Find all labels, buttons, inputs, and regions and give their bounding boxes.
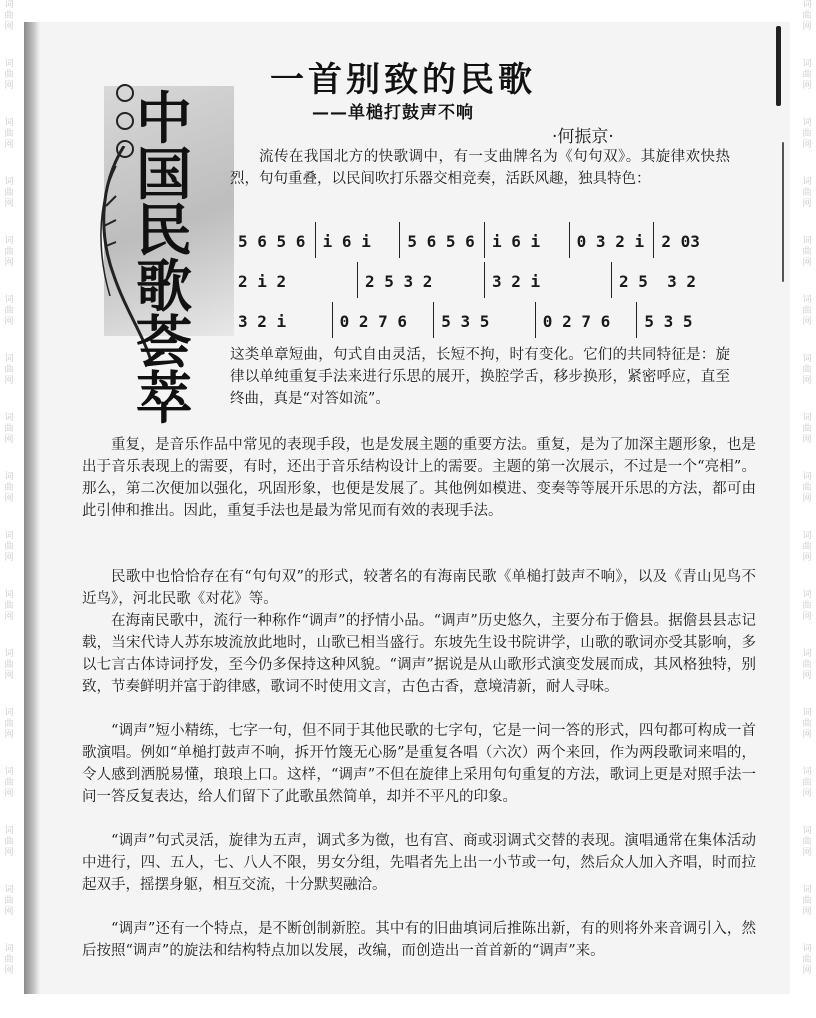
bar-line (569, 222, 570, 258)
watermark-text: 词 曲 网 (4, 59, 14, 91)
watermark-text: 词 曲 网 (4, 118, 14, 150)
score-line (230, 222, 738, 262)
watermark-text: 词 曲 网 (802, 767, 812, 799)
intro-paragraph: 流传在我国北方的快歌调中，有一支曲牌名为《句句双》。其旋律欢快热烈，句句重叠，以民间吹打乐器交相竞奏，活跃风趣，独具特色： (230, 149, 730, 187)
watermark-text: 词 曲 网 (802, 826, 812, 858)
banner-char: 荟 (136, 311, 192, 376)
watermark-text: 词 曲 网 (802, 472, 812, 504)
watermark-text: 词 曲 网 (4, 354, 14, 386)
watermark-text: 词 曲 网 (4, 295, 14, 327)
body-paragraph-6: “调声”还有一个特点，是不断创制新腔。其中有的旧曲填词后推陈出新，有的则将外来音调引入，然后按照“调声”的旋法和结构特点加以发展，改编，而创造出一首首新的“调声”来。 (82, 921, 756, 959)
watermark-text: 词 曲 网 (4, 413, 14, 445)
scanned-page (24, 22, 790, 994)
score-measure: 0 2 7 6 (542, 312, 611, 331)
watermark-column-left (2, 0, 16, 1018)
article-title: 一首别致的民歌 (270, 60, 536, 100)
banner-char: 民 (136, 199, 192, 264)
score-measure: i 6 i (322, 232, 371, 251)
bar-line (484, 262, 485, 298)
watermark-text: 词 曲 网 (802, 708, 812, 740)
score-measure: 5 6 5 6 (407, 232, 475, 251)
score-measure: 5 6 5 6 (238, 232, 306, 251)
score-measure: 0 2 7 6 (339, 312, 408, 331)
scan-mark (776, 26, 781, 106)
watermark-text: 词 曲 网 (802, 236, 812, 268)
page-edge-shadow (24, 22, 40, 994)
column-banner (84, 46, 244, 432)
watermark-text: 词 曲 网 (4, 708, 14, 740)
watermark-text: 词 曲 网 (4, 826, 14, 858)
score-commentary: 这类单章短曲，句式自由灵活，长短不拘，时有变化。它们的共同特征是：旋律以单纯重复手法来进行乐思的展开，换腔学舌，移步换形，紧密呼应，直至终曲，真是“对答如流”。 (230, 347, 730, 407)
watermark-column-right (800, 0, 814, 1018)
watermark-text: 词 曲 网 (802, 944, 812, 976)
body-paragraph-4: “调声”短小精练，七字一句，但不同于其他民歌的七字句，它是一问一答的形式，四句都可构成一首歌演唱。例如“单槌打鼓声不响，拆开竹篾无心肠”是重复各唱（六次）两个来回，作为两段歌词来唱的，令人感到洒脱易懂，琅琅上口。这样，“调声”不但在旋律上采用句句重复的方法，歌词上更是对照手法一问一答反复表达，给人们留下了此歌虽然简单，却并不平凡的印象。 (82, 723, 756, 805)
bar-line (484, 222, 485, 258)
banner-char: 歌 (136, 255, 192, 320)
watermark-text: 词 曲 网 (4, 767, 14, 799)
banner-char: 国 (136, 143, 192, 208)
watermark-text: 词 曲 网 (802, 649, 812, 681)
article-subtitle: ——单槌打鼓声不响 (312, 103, 474, 123)
watermark-text: 词 曲 网 (802, 531, 812, 563)
watermark-text: 词 曲 网 (4, 472, 14, 504)
watermark-text: 词 曲 网 (802, 413, 812, 445)
scan-mark-thin (782, 142, 784, 282)
bar-line (399, 222, 400, 258)
music-score (230, 222, 738, 342)
watermark-text: 词 曲 网 (802, 354, 812, 386)
score-measure: 2 i 2 (238, 272, 287, 291)
watermark-text: 词 曲 网 (802, 118, 812, 150)
body-paragraph-1: 重复，是音乐作品中常见的表现手段，也是发展主题的重要方法。重复，是为了加深主题形象，也是出于音乐表现上的需要，有时，还出于音乐结构设计上的需要。主题的第一次展示，不过是一个“亮相”。那么，第二次便加以强化，巩固形象，也便是发展了。其他例如模进、变奏等等展开乐思的方法，都可由此引伸和推出。因此，重复手法也是最为常见而有效的表现手法。 (82, 437, 756, 519)
watermark-text: 词 曲 网 (4, 236, 14, 268)
score-measure: 5 3 5 (441, 312, 490, 331)
watermark-text: 词 曲 网 (802, 0, 812, 32)
bar-line (332, 302, 333, 338)
bar-line (653, 222, 654, 258)
body-paragraph-5: “调声”句式灵活，旋律为五声，调式多为徵，也有宫、商或羽调式交替的表现。演唱通常在集体活动中进行，四、五人，七、八人不限，男女分组，先唱者先上出一小节或一句，然后众人加入齐唱，时而拉起双手，摇摆身躯，相互交流，十分默契融洽。 (82, 833, 756, 893)
watermark-text: 词 曲 网 (802, 885, 812, 917)
score-measure: 5 3 5 (644, 312, 693, 331)
score-measure: 2 5 3 2 (619, 272, 697, 291)
watermark-text: 词 曲 网 (4, 649, 14, 681)
watermark-text: 词 曲 网 (4, 531, 14, 563)
watermark-text: 词 曲 网 (802, 177, 812, 209)
score-line (230, 262, 738, 302)
score-measure: 2 5 3 2 (365, 272, 433, 291)
score-measure: 3 2 i (238, 312, 287, 331)
bar-line (611, 262, 612, 298)
bar-line (535, 302, 536, 338)
watermark-text: 词 曲 网 (4, 0, 14, 32)
score-measure: 3 2 i (492, 272, 541, 291)
score-line (230, 302, 738, 342)
banner-char: 萃 (136, 367, 192, 432)
score-measure: 2 03 (661, 232, 700, 251)
watermark-text: 词 曲 网 (4, 177, 14, 209)
score-measure: i 6 i (492, 232, 541, 251)
bar-line (357, 262, 358, 298)
body-paragraph-2: 民歌中也恰恰存在有“句句双”的形式，较著名的有海南民歌《单槌打鼓声不响》，以及《青山见鸟不近鸟》，河北民歌《对花》等。 (82, 569, 756, 607)
article-author: ·何振京· (552, 127, 614, 147)
body-paragraph-3: 在海南民歌中，流行一种称作“调声”的抒情小品。“调声”历史悠久，主要分布于儋县。据儋县县志记载，当宋代诗人苏东坡流放此地时，山歌已相当盛行。东坡先生设书院讲学，山歌的歌词亦受其影响，多以七言古体诗词抒发，至今仍多保持这种风貌。“调声”据说是从山歌形式演变发展而成，其风格独特，别致，节奏鲜明并富于韵律感，歌词不时使用文言，古色古香，意境清新，耐人寻味。 (82, 613, 756, 695)
watermark-text: 词 曲 网 (4, 885, 14, 917)
watermark-text: 词 曲 网 (4, 590, 14, 622)
watermark-text: 词 曲 网 (802, 590, 812, 622)
watermark-text: 词 曲 网 (4, 944, 14, 976)
banner-char: 中 (136, 87, 192, 152)
bar-line (315, 222, 316, 258)
watermark-text: 词 曲 网 (802, 295, 812, 327)
banner-title (136, 87, 216, 432)
watermark-text: 词 曲 网 (802, 59, 812, 91)
score-measure: 0 3 2 i (576, 232, 645, 251)
bar-line (636, 302, 637, 338)
bar-line (433, 302, 434, 338)
